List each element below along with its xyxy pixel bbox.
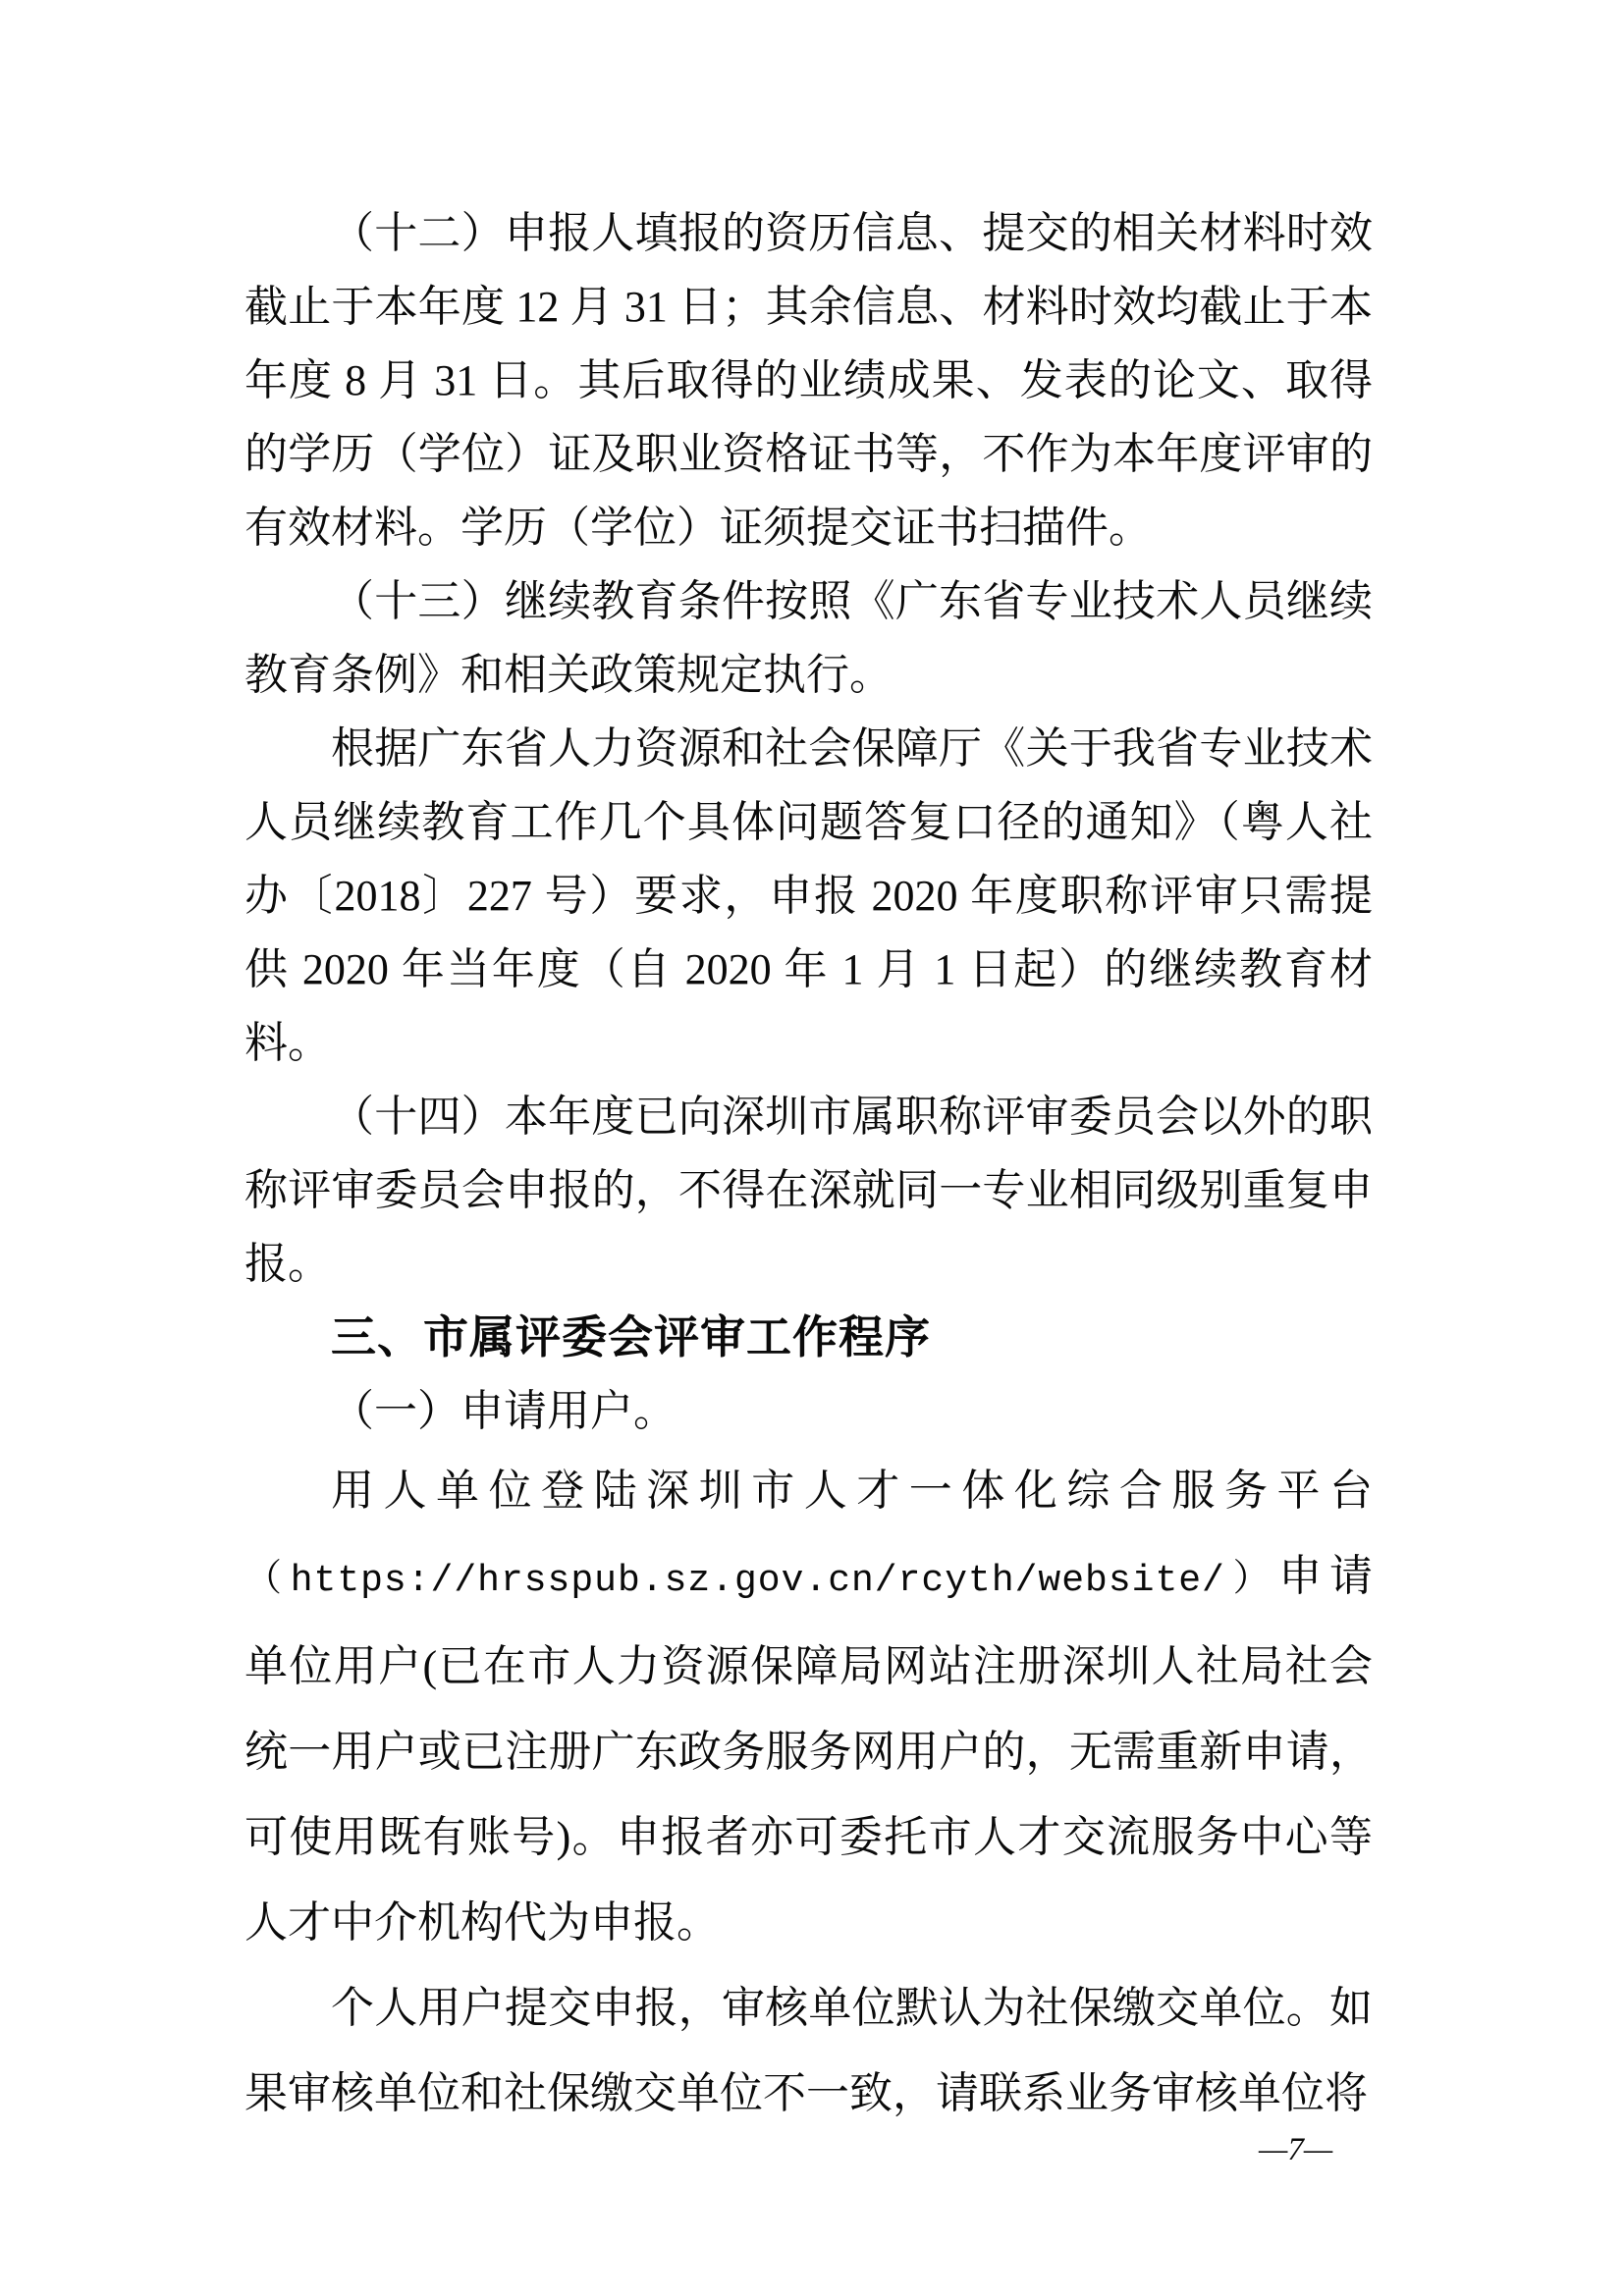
paragraph-item-14: （十四）本年度已向深圳市属职称评审委员会以外的职称评审委员会申报的，不得在深就同一专业相同级别重复申报。 <box>244 1093 1373 1288</box>
paragraph-item-12: （十二）申报人填报的资历信息、提交的相关材料时效截止于本年度 12 月 31 日；其余信息、材料时效均截止于本年度 8 月 31 日。其后取得的业绩成果、发表的论文、取得的学历（学位）证及职业资格证书等，不作为本年度评审的有效材料。学历（学位）证须提交证书扫描件。 <box>244 209 1373 552</box>
step-1-title: （一）申请用户。 <box>331 1387 677 1435</box>
platform-url: （https://hrsspub.sz.gov.cn/rcyth/website/） <box>244 1560 1279 1602</box>
document-body <box>244 196 1373 2136</box>
paragraph-individual-user: 个人用户提交申报，审核单位默认为社保缴交单位。如果审核单位和社保缴交单位不一致，请联系业务审核单位将 <box>244 1984 1373 2117</box>
paragraph-item-13: （十三）继续教育条件按照《广东省专业技术人员继续教育条例》和相关政策规定执行。 <box>244 577 1373 699</box>
paragraph-basis-notice: 根据广东省人力资源和社会保障厅《关于我省专业技术人员继续教育工作几个具体问题答复口径的通知》（粤人社办〔2018〕227 号）要求，申报 2020 年度职称评审只需提供 2020 年当年度（自 2020 年 1 月 1 日起）的继续教育材料。 <box>244 724 1373 1067</box>
page-number: —7— <box>1259 2132 1333 2167</box>
section-heading: 三、市属评委会评审工作程序 <box>331 1311 931 1362</box>
apply-unit-text-prefix: 用人单位登陆深圳市人才一体化综合服务平台 <box>331 1467 1373 1515</box>
apply-unit-text-suffix: 申请单位用户(已在市人力资源保障局网站注册深圳人社局社会统一用户或已注册广东政务服务网用户的，无需重新申请，可使用既有账号)。申报者亦可委托市人才交流服务中心等人才中介机构代为申报。 <box>244 1552 1374 1947</box>
paragraph-apply-unit <box>244 1448 1373 1965</box>
